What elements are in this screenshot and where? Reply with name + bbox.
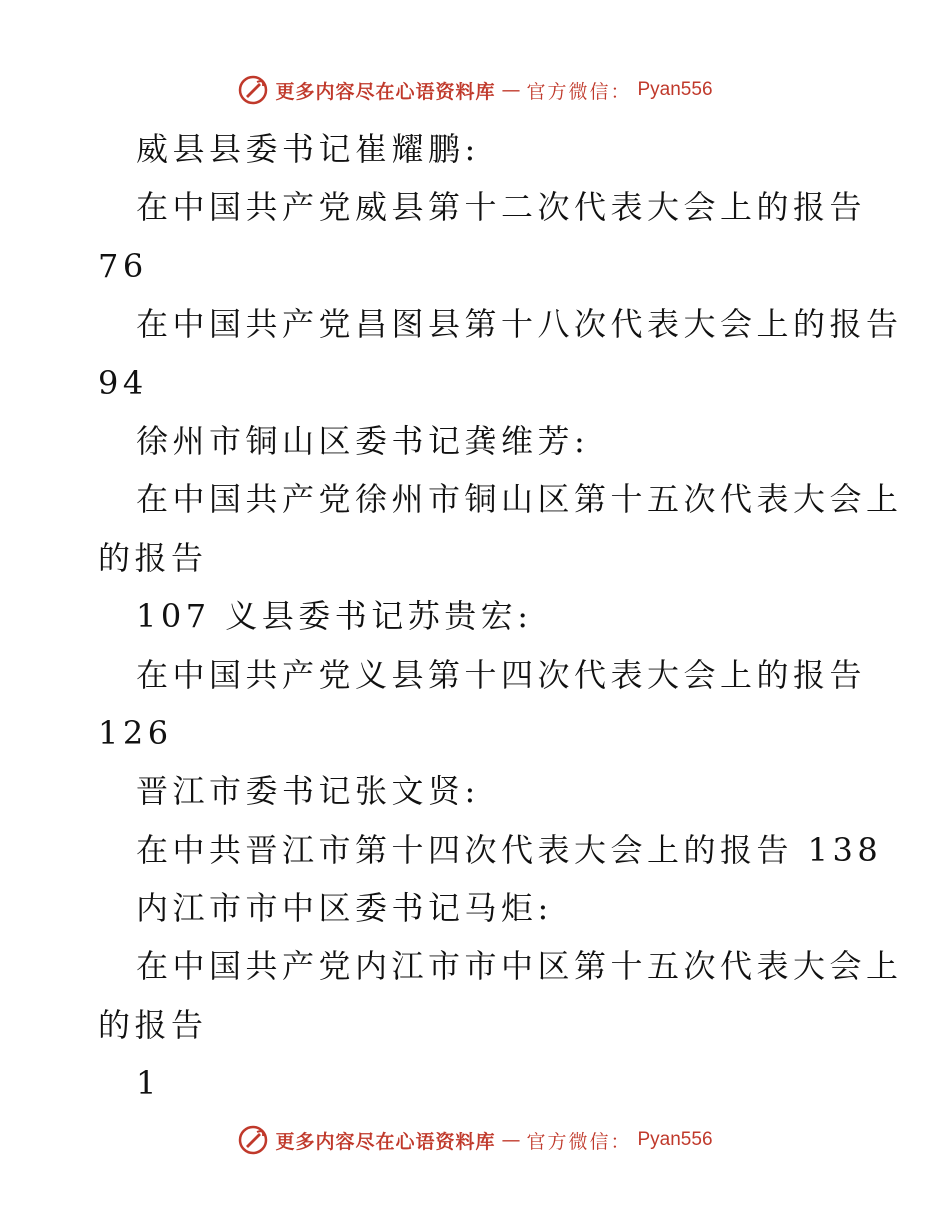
quill-logo-icon [237,1124,269,1156]
text-line: 威县县委书记崔耀鹏: [136,130,480,168]
document-body [98,120,903,1113]
watermark-brand: 更多内容尽在心语资料库 [275,80,496,103]
text-line: 107 义县委书记苏贵宏: [136,597,533,636]
text-line: 的报告 [98,1005,208,1044]
text-line: 在中国共产党徐州市铜山区第十五次代表大会上 [136,480,903,519]
text-line: 在中国共产党昌图县第十八次代表大会上的报告 [136,305,903,344]
watermark-wechat-label: 官方微信： [526,80,632,103]
watermark-brand: 更多内容尽在心语资料库 [275,1130,496,1153]
text-line: 1 [136,1064,161,1103]
text-line: 在中国共产党义县第十四次代表大会上的报告 [136,655,867,694]
watermark-header [0,70,950,110]
watermark-footer [0,1120,950,1160]
text-line: 徐州市铜山区委书记龚维芳: [136,421,590,460]
text-line: 76 [98,246,148,285]
watermark-wechat-label: 官方微信： [526,1130,632,1153]
text-line: 的报告 [98,538,208,577]
watermark-separator: — [501,1129,521,1151]
text-line: 晋江市委书记张文贤: [136,772,480,811]
text-line: 126 [98,713,173,752]
quill-logo-icon [237,74,269,106]
text-line: 在中国共产党内江市市中区第十五次代表大会上 [136,947,903,986]
watermark-handle: Pyan556 [637,79,713,100]
watermark-separator: — [501,79,521,101]
text-line: 在中国共产党威县第十二次代表大会上的报告 [136,188,867,227]
text-line: 内江市市中区委书记马炬: [136,889,553,928]
watermark-handle: Pyan556 [637,1129,713,1150]
text-line: 在中共晋江市第十四次代表大会上的报告 138 [136,830,883,869]
text-line: 94 [98,363,148,402]
